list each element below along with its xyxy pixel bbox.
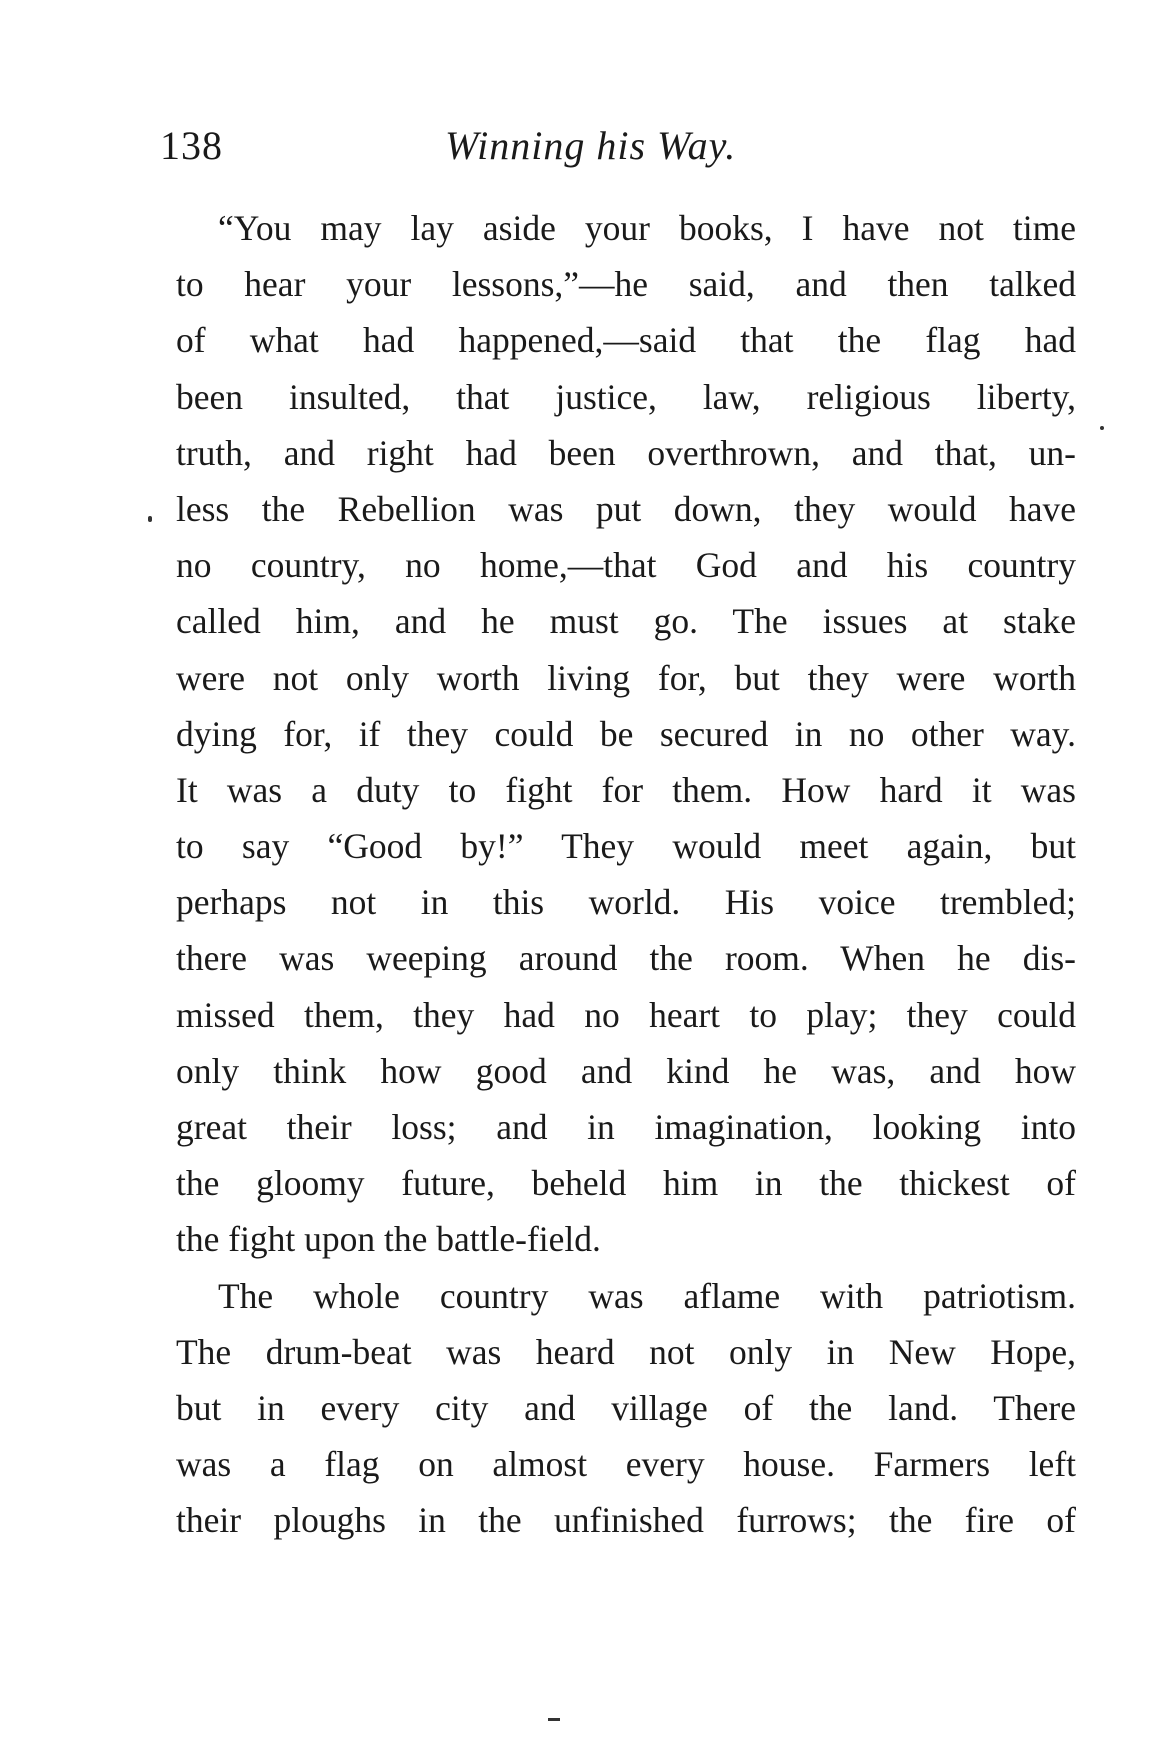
text-line: The drum-beat was heard not only in New Hope,	[176, 1331, 1076, 1372]
signature-mark	[548, 1718, 560, 1721]
page-number: 138	[160, 123, 223, 168]
text-line: “You may lay aside your books, I have not time	[218, 208, 1076, 248]
text-line: to say “Good by!” They would meet again, but	[176, 826, 1076, 867]
text-line: missed them, they had no heart to play; they could	[176, 994, 1076, 1035]
paragraph-2	[176, 1268, 1076, 1549]
text-line: but in every city and village of the land. There	[176, 1387, 1076, 1428]
body-text	[176, 200, 1076, 1549]
running-title: Winning his Way.	[445, 123, 737, 168]
text-line: great their loss; and in imagination, looking into	[176, 1107, 1076, 1147]
text-line: their ploughs in the unfinished furrows; the fire of	[176, 1500, 1076, 1541]
text-line: The whole country was aflame with patriotism.	[218, 1275, 1076, 1316]
text-line: was a flag on almost every house. Farmers left	[176, 1444, 1076, 1485]
text-line: truth, and right had been overthrown, and that, un-	[176, 432, 1076, 473]
text-line: called him, and he must go. The issues at stake	[176, 601, 1076, 642]
page-header	[160, 122, 1080, 182]
print-speck	[148, 516, 152, 522]
text-line: there was weeping around the room. When he dis-	[176, 938, 1076, 979]
text-line: less the Rebellion was put down, they would have	[176, 488, 1076, 529]
text-line: of what had happened,—said that the flag had	[176, 320, 1076, 361]
text-line: were not only worth living for, but they were worth	[176, 657, 1076, 698]
text-line: the fight upon the battle-field.	[176, 1219, 601, 1260]
paragraph-1	[176, 200, 1076, 1268]
text-line: been insulted, that justice, law, religious liberty,	[176, 376, 1076, 417]
text-line: no country, no home,—that God and his country	[176, 545, 1076, 586]
text-line: dying for, if they could be secured in no other way.	[176, 713, 1076, 754]
text-line: only think how good and kind he was, and how	[176, 1050, 1076, 1091]
print-speck	[1100, 426, 1104, 430]
text-line: perhaps not in this world. His voice trembled;	[176, 882, 1076, 923]
text-line: the gloomy future, beheld him in the thickest of	[176, 1163, 1076, 1204]
text-line: It was a duty to fight for them. How hard it was	[176, 769, 1076, 810]
text-line: to hear your lessons,”—he said, and then talked	[176, 264, 1076, 305]
